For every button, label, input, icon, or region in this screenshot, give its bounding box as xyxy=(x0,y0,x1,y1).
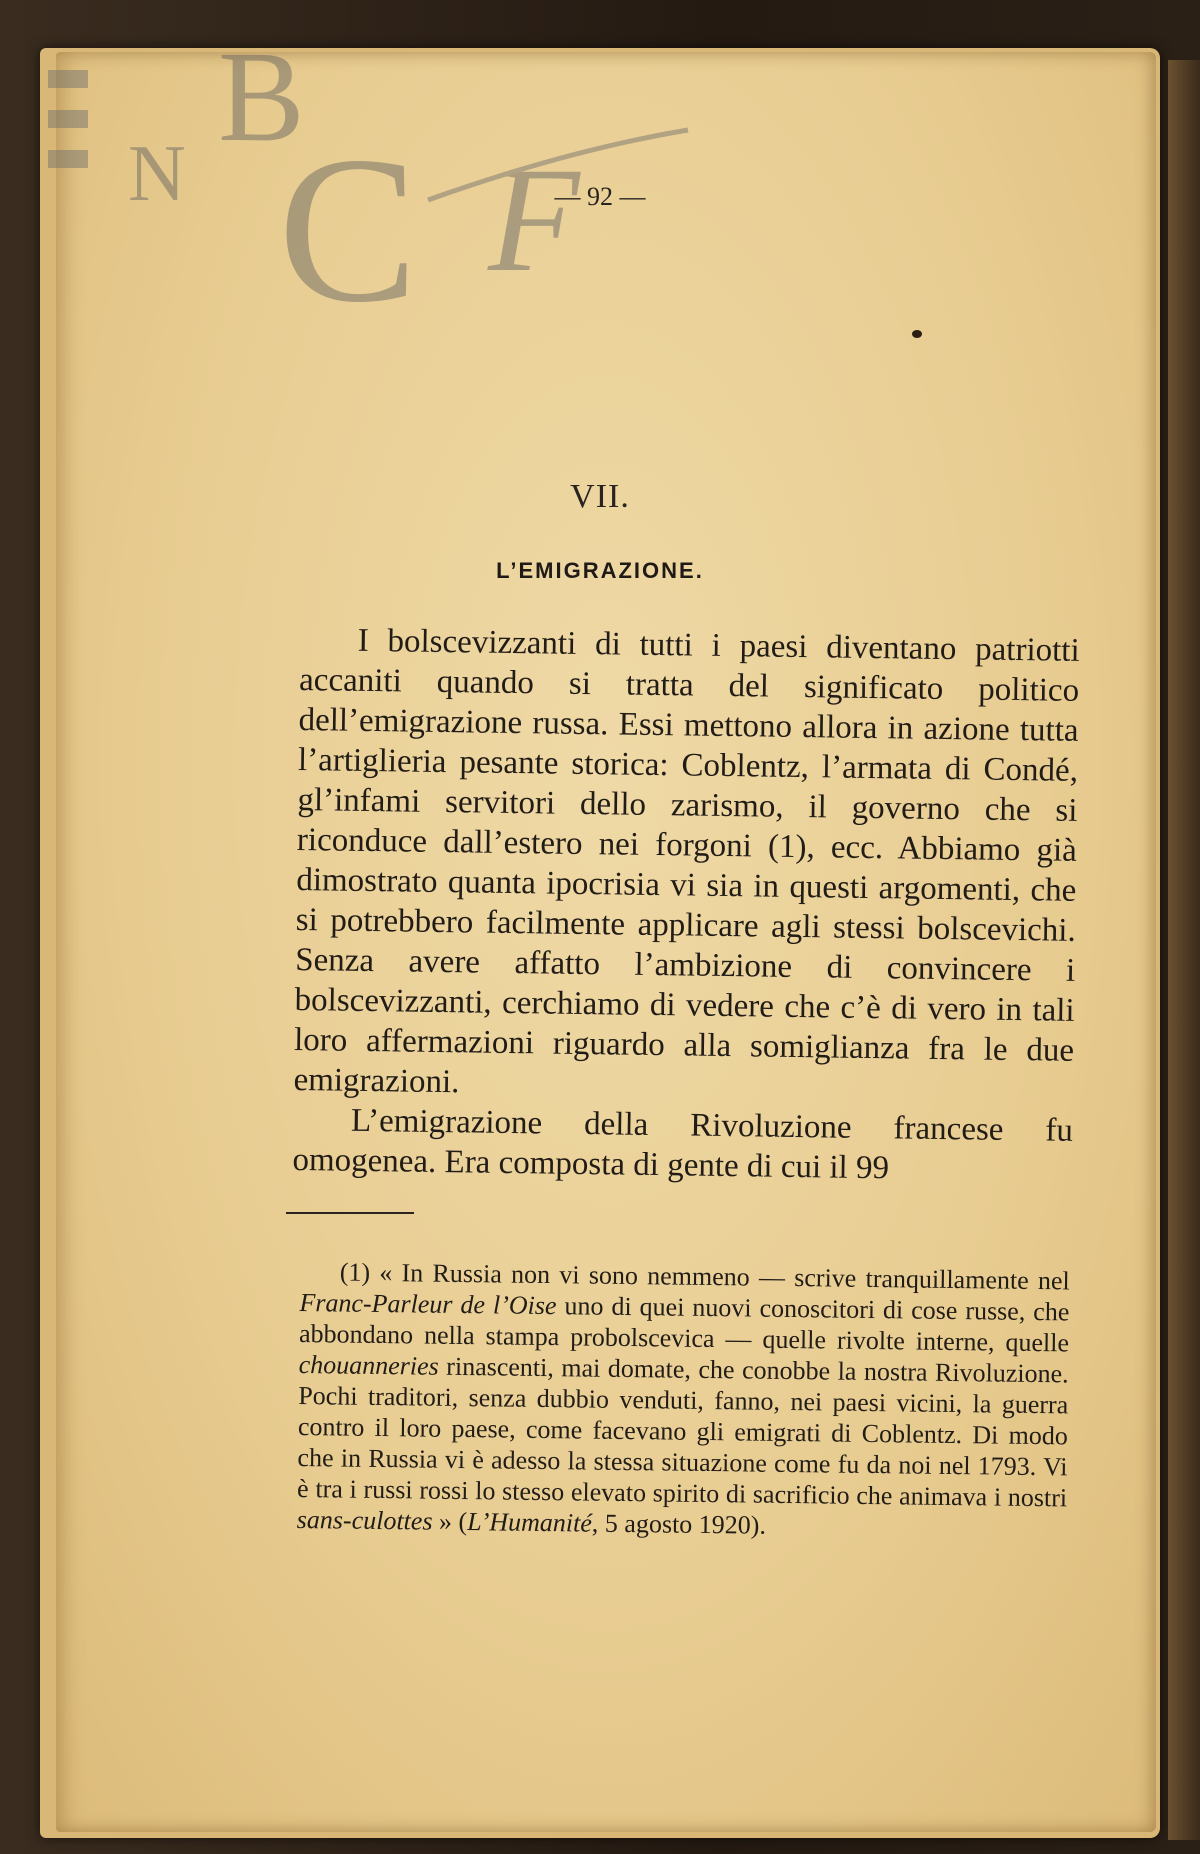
watermark-letter-b: B xyxy=(218,30,305,169)
footnote xyxy=(297,1256,1070,1544)
footnote-italic: Franc-Parleur de l’Oise xyxy=(299,1287,557,1321)
watermark-letter-f: F xyxy=(488,137,580,303)
footnote-divider xyxy=(286,1212,414,1214)
page-number: — 92 — xyxy=(554,182,646,211)
watermark-bar xyxy=(48,70,88,88)
footnote-segment: uno di quei nuovi conoscitori di cose russe, che abbondano nella stampa probolscevica — quelle rivolte interne, quelle xyxy=(298,1291,1070,1358)
chapter-title: L’EMIGRAZIONE. xyxy=(496,558,704,583)
footnote-segment: , 5 agosto 1920). xyxy=(591,1508,767,1540)
footnote-italic: chouanneries xyxy=(298,1349,439,1381)
footnote-segment: rinascenti, mai domate, che conobbe la nostra Rivoluzione. Pochi traditori, senza dubbio venduti, fanno, nei paesi vicini, la guerra contro il loro paese, come facevano gli emigrati di Coblentz. Di modo che in Russia vi è adesso la stessa situazione come fu da noi nel 1793. Vi è tra i russi rossi lo stesso elevato spirito di sacrificio che animava i nostri xyxy=(296,1351,1069,1513)
footnote-italic: sans-culottes xyxy=(296,1504,433,1536)
footnote-text xyxy=(297,1256,1070,1544)
watermark-letter-n: N xyxy=(128,130,186,218)
chapter-number: VII. xyxy=(570,478,630,515)
watermark-bar xyxy=(48,110,88,128)
paragraph: L’emigrazione della Rivoluzione francese fu omogenea. Era composta di gente di cui il 99 xyxy=(292,1102,1074,1187)
book-spine-edge xyxy=(1168,60,1200,1840)
ink-spot xyxy=(912,330,922,338)
library-watermark-logo xyxy=(48,30,708,320)
watermark-letter-c: C xyxy=(278,114,419,320)
paragraph: I bolscevizzanti di tutti i paesi diventano patriotti accaniti quando si tratta del significato politico dell’emigrazione russa. Essi mettono allora in azione tutta l’artiglieria pesante storica: Coblentz, l’armata di Condé, gl’infami servitori dello zarismo, il governo che si riconduce dall’estero nei forgoni (1), ecc. Abbiamo già dimostrato quanta ipocrisia vi sia in questi argomenti, che si potrebbero facilmente applicare agli stessi bolscevichi. Senza avere affatto l’ambizione di convincere i bolscevizzanti, cerchiamo di vedere che c’è di vero in tali loro affermazioni riguardo alla somiglianza fra le due emigrazioni. xyxy=(293,622,1080,1101)
body-text xyxy=(292,620,1080,1191)
watermark-bar xyxy=(48,150,88,168)
footnote-segment: (1) « In Russia non vi sono nemmeno — scrive tranquillamente nel xyxy=(339,1257,1070,1296)
footnote-italic: L’Humanité xyxy=(467,1507,593,1538)
footnote-segment: » ( xyxy=(432,1506,468,1537)
